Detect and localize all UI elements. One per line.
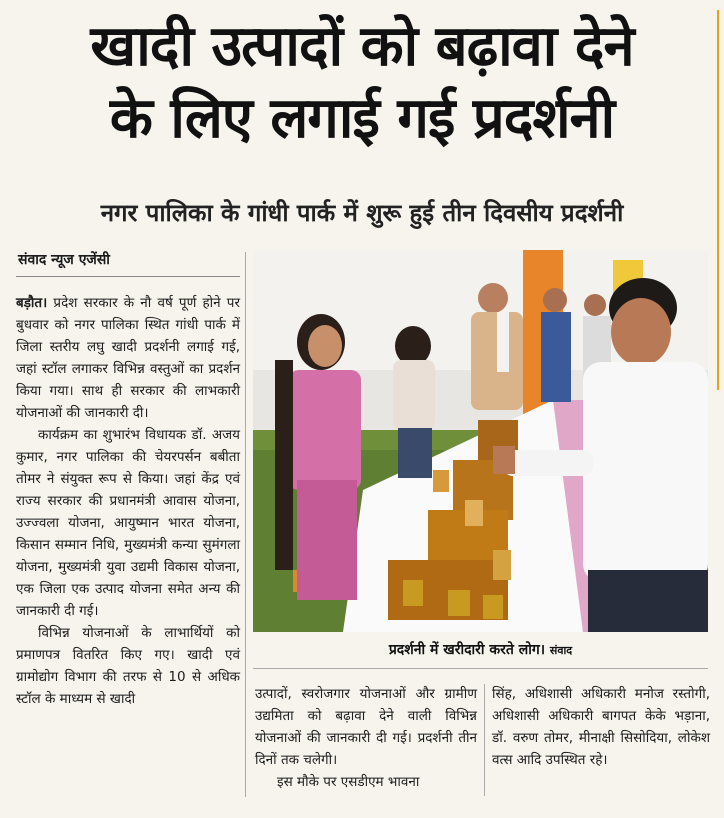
headline-line-1: खादी उत्पादों को बढ़ावा देने xyxy=(90,14,634,79)
dateline: बड़ौत। xyxy=(16,295,48,311)
lower-column-divider xyxy=(484,684,485,796)
column-divider xyxy=(245,252,246,797)
exhibition-photo xyxy=(253,250,708,632)
article-column-1 xyxy=(16,292,240,710)
headline-line-2: के लिए लगाई गई प्रदर्शनी xyxy=(109,86,615,151)
article-column-3 xyxy=(492,683,710,771)
article-paragraph-1 xyxy=(16,292,240,424)
article-text-1: प्रदेश सरकार के नौ वर्ष पूर्ण होने पर बुधवार को नगर पालिका स्थित गांधी पार्क में जिला स्तरीय लघु खादी प्रदर्शनी लगाई गई, जहां स्टॉल लगाकर विभिन्न वस्तुओं का प्रदर्शन किया गया। साथ ही सरकार की लाभकारी योजनाओं की जानकारी दी। xyxy=(16,295,240,421)
caption-text: प्रदर्शनी में खरीदारी करते लोग। xyxy=(388,642,546,658)
byline: संवाद न्यूज एजेंसी xyxy=(18,252,110,268)
photo-illustration xyxy=(253,250,708,632)
article-paragraph-4: उत्पादों, स्वरोजगार योजनाओं और ग्रामीण उद्यमिता को बढ़ावा देने वाली विभिन्न योजनाओं की जानकारी दी गई। प्रदर्शनी तीन दिनों तक चलेगी। xyxy=(255,686,477,768)
byline-rule xyxy=(16,276,240,277)
article-column-2 xyxy=(255,683,477,793)
article-paragraph-6: सिंह, अधिशासी अधिकारी मनोज रस्तोगी, अधिशासी अधिकारी बागपत केके भड़ाना, डॉ. वरुण तोमर, मीनाक्षी सिसोदिया, लोकेश वत्स आदि उपस्थित रहे। xyxy=(492,686,710,768)
subheadline: नगर पालिका के गांधी पार्क में शुरू हुई तीन दिवसीय प्रदर्शनी xyxy=(100,199,624,227)
article-paragraph-3: विभिन्न योजनाओं के लाभार्थियों को प्रमाणपत्र वितरित किए गए। खादी एवं ग्रामोद्योग विभाग की तरफ से 10 से अधिक स्टॉल के माध्यम से खादी xyxy=(16,625,240,707)
right-edge-rule xyxy=(717,10,719,390)
photo-caption xyxy=(253,640,708,659)
photo-credit: संवाद xyxy=(549,644,573,657)
article-paragraph-2: कार्यक्रम का शुभारंभ विधायक डॉ. अजय कुमार, नगर पालिका की चेयरपर्सन बबीता तोमर ने संयुक्त रूप से किया। जहां केंद्र एवं राज्य सरकार की प्रधानमंत्री आवास योजना, उज्ज्वला योजना, आयुष्मान भारत योजना, किसान सम्मान निधि, मुख्यमंत्री कन्या सुमंगला योजना, मुख्यमंत्री युवा उद्यमी विकास योजना, एक जिला एक उत्पाद योजना समेत अन्य की जानकारी दी गई। xyxy=(16,427,240,619)
person-girl xyxy=(393,326,435,478)
caption-rule xyxy=(253,668,708,669)
article-paragraph-5: इस मौके पर एसडीएम भावना xyxy=(277,774,420,790)
